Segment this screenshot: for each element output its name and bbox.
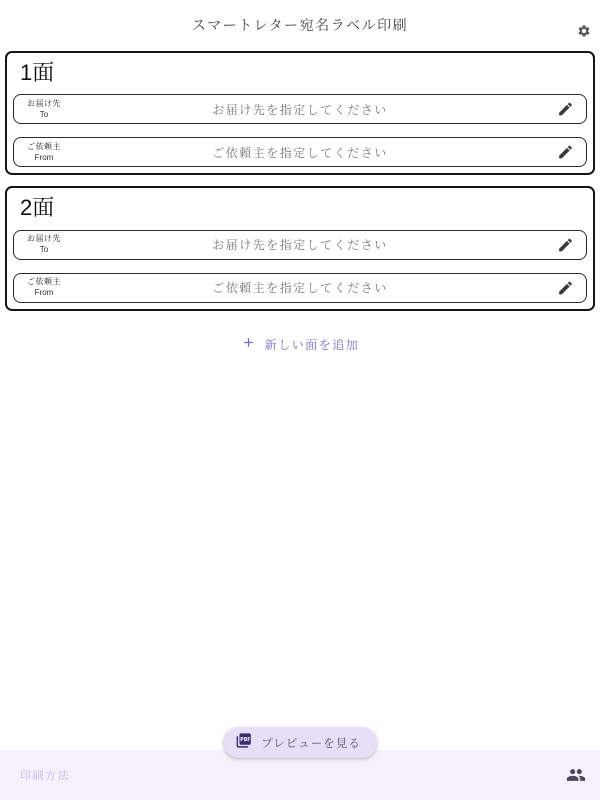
- recipient-placeholder: お届け先を指定してください: [212, 102, 388, 117]
- recipient-label-en: To: [39, 244, 49, 254]
- sender-row[interactable]: [13, 273, 587, 303]
- preview-button-label: プレビューを見る: [261, 737, 361, 750]
- edit-sender-button[interactable]: [557, 144, 574, 161]
- sender-label: [27, 142, 61, 163]
- pencil-icon: [557, 279, 574, 296]
- label-face-section-2: [5, 186, 595, 310]
- settings-button[interactable]: [577, 24, 593, 40]
- add-face-label: 新しい面を追加: [264, 338, 360, 353]
- contacts-button[interactable]: [566, 765, 586, 785]
- app-header: [0, 0, 600, 50]
- gear-icon: [577, 24, 593, 38]
- sender-label-en: From: [34, 152, 54, 162]
- preview-button[interactable]: [223, 727, 377, 758]
- sender-row[interactable]: [13, 137, 587, 167]
- sender-label-jp: ご依頼主: [27, 141, 61, 151]
- label-face-section-1: [5, 51, 595, 175]
- sender-placeholder: ご依頼主を指定してください: [212, 145, 388, 160]
- recipient-placeholder: お届け先を指定してください: [212, 238, 388, 253]
- add-face-button[interactable]: [0, 334, 600, 356]
- recipient-label-en: To: [39, 109, 49, 119]
- edit-recipient-button[interactable]: [557, 236, 574, 253]
- sender-label-en: From: [34, 287, 54, 297]
- people-icon: [566, 765, 586, 785]
- sender-label-jp: ご依頼主: [27, 277, 61, 287]
- recipient-label-jp: お届け先: [27, 234, 61, 244]
- recipient-label: [27, 99, 61, 120]
- edit-recipient-button[interactable]: [557, 101, 574, 118]
- pencil-icon: [557, 236, 574, 253]
- recipient-row[interactable]: [13, 230, 587, 260]
- recipient-row[interactable]: [13, 94, 587, 124]
- edit-sender-button[interactable]: [557, 279, 574, 296]
- plus-icon: [241, 335, 256, 355]
- sender-placeholder: ご依頼主を指定してください: [212, 281, 388, 296]
- recipient-label: [27, 234, 61, 255]
- pencil-icon: [557, 101, 574, 118]
- print-method-button[interactable]: 印刷方法: [20, 770, 70, 782]
- page-title: スマートレター宛名ラベル印刷: [191, 17, 409, 33]
- section-title: 1面: [20, 60, 55, 85]
- pencil-icon: [557, 144, 574, 161]
- section-title: 2面: [20, 195, 55, 221]
- sender-label: [27, 277, 61, 298]
- pdf-preview-icon: [235, 732, 252, 754]
- recipient-label-jp: お届け先: [27, 98, 61, 108]
